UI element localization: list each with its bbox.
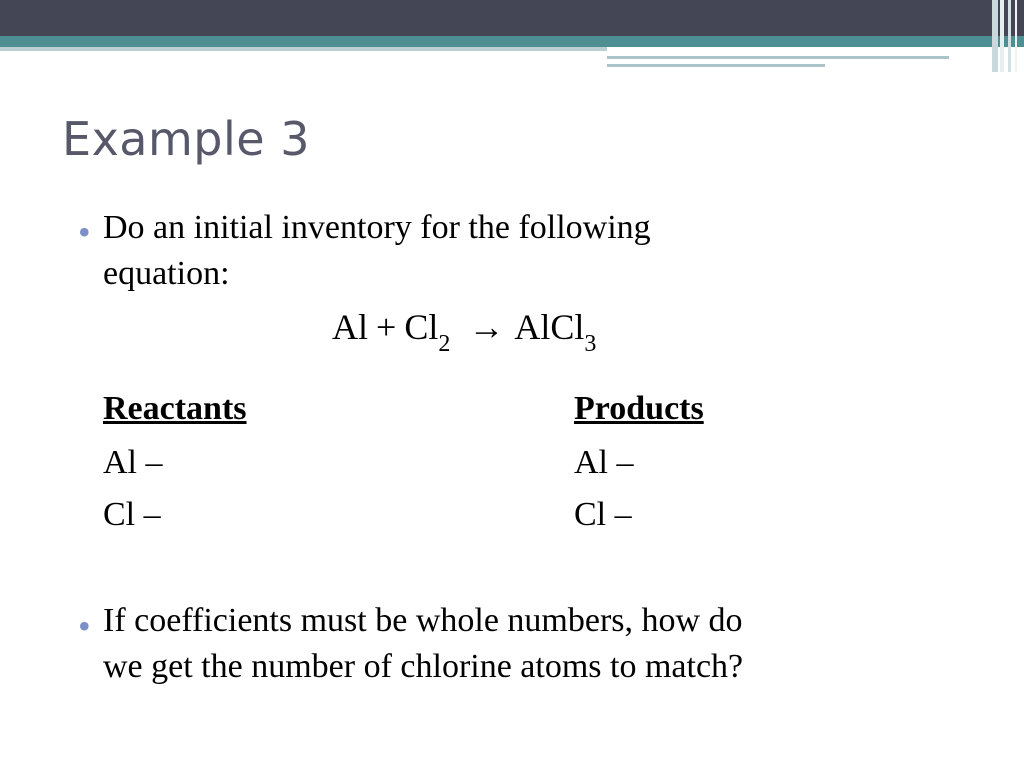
header-band-light: [0, 47, 607, 51]
header-vertical-bar: [1000, 0, 1004, 72]
bullet-line: If coefficients must be whole numbers, how do: [103, 602, 743, 639]
product-item: Al –: [574, 444, 634, 481]
chemical-equation: [332, 306, 596, 362]
equation-product: AlCl: [514, 307, 585, 347]
bullet-text: [103, 598, 743, 690]
subscript: 3: [584, 331, 597, 357]
header-stripe: [607, 56, 949, 59]
header-stripe: [607, 64, 825, 67]
reactants-heading: Reactants: [103, 390, 247, 427]
header-vertical-bar: [1008, 0, 1011, 72]
products-heading: Products: [574, 390, 704, 427]
arrow-icon: →: [468, 307, 505, 347]
plus-sign: +: [376, 307, 397, 347]
equation-reactant: Al: [332, 307, 368, 347]
header-vertical-bar: [1015, 0, 1017, 72]
bullet-line: we get the number of chlorine atoms to match?: [103, 648, 744, 685]
equation-reactant: Cl: [404, 307, 439, 347]
bullet-line: Do an initial inventory for the following: [103, 209, 651, 246]
bullet-text: [103, 205, 651, 297]
subscript: 2: [438, 331, 451, 357]
header-vertical-bar: [992, 0, 998, 72]
slide-title: Example 3: [62, 112, 310, 166]
reactant-item: Cl –: [103, 496, 161, 533]
bullet-line: equation:: [103, 255, 230, 292]
reactant-item: Al –: [103, 444, 163, 481]
header-band-teal: [0, 36, 1024, 47]
header-band-dark: [0, 0, 1024, 36]
bullet-icon: •: [78, 606, 91, 646]
product-item: Cl –: [574, 496, 632, 533]
bullet-icon: •: [78, 212, 91, 252]
